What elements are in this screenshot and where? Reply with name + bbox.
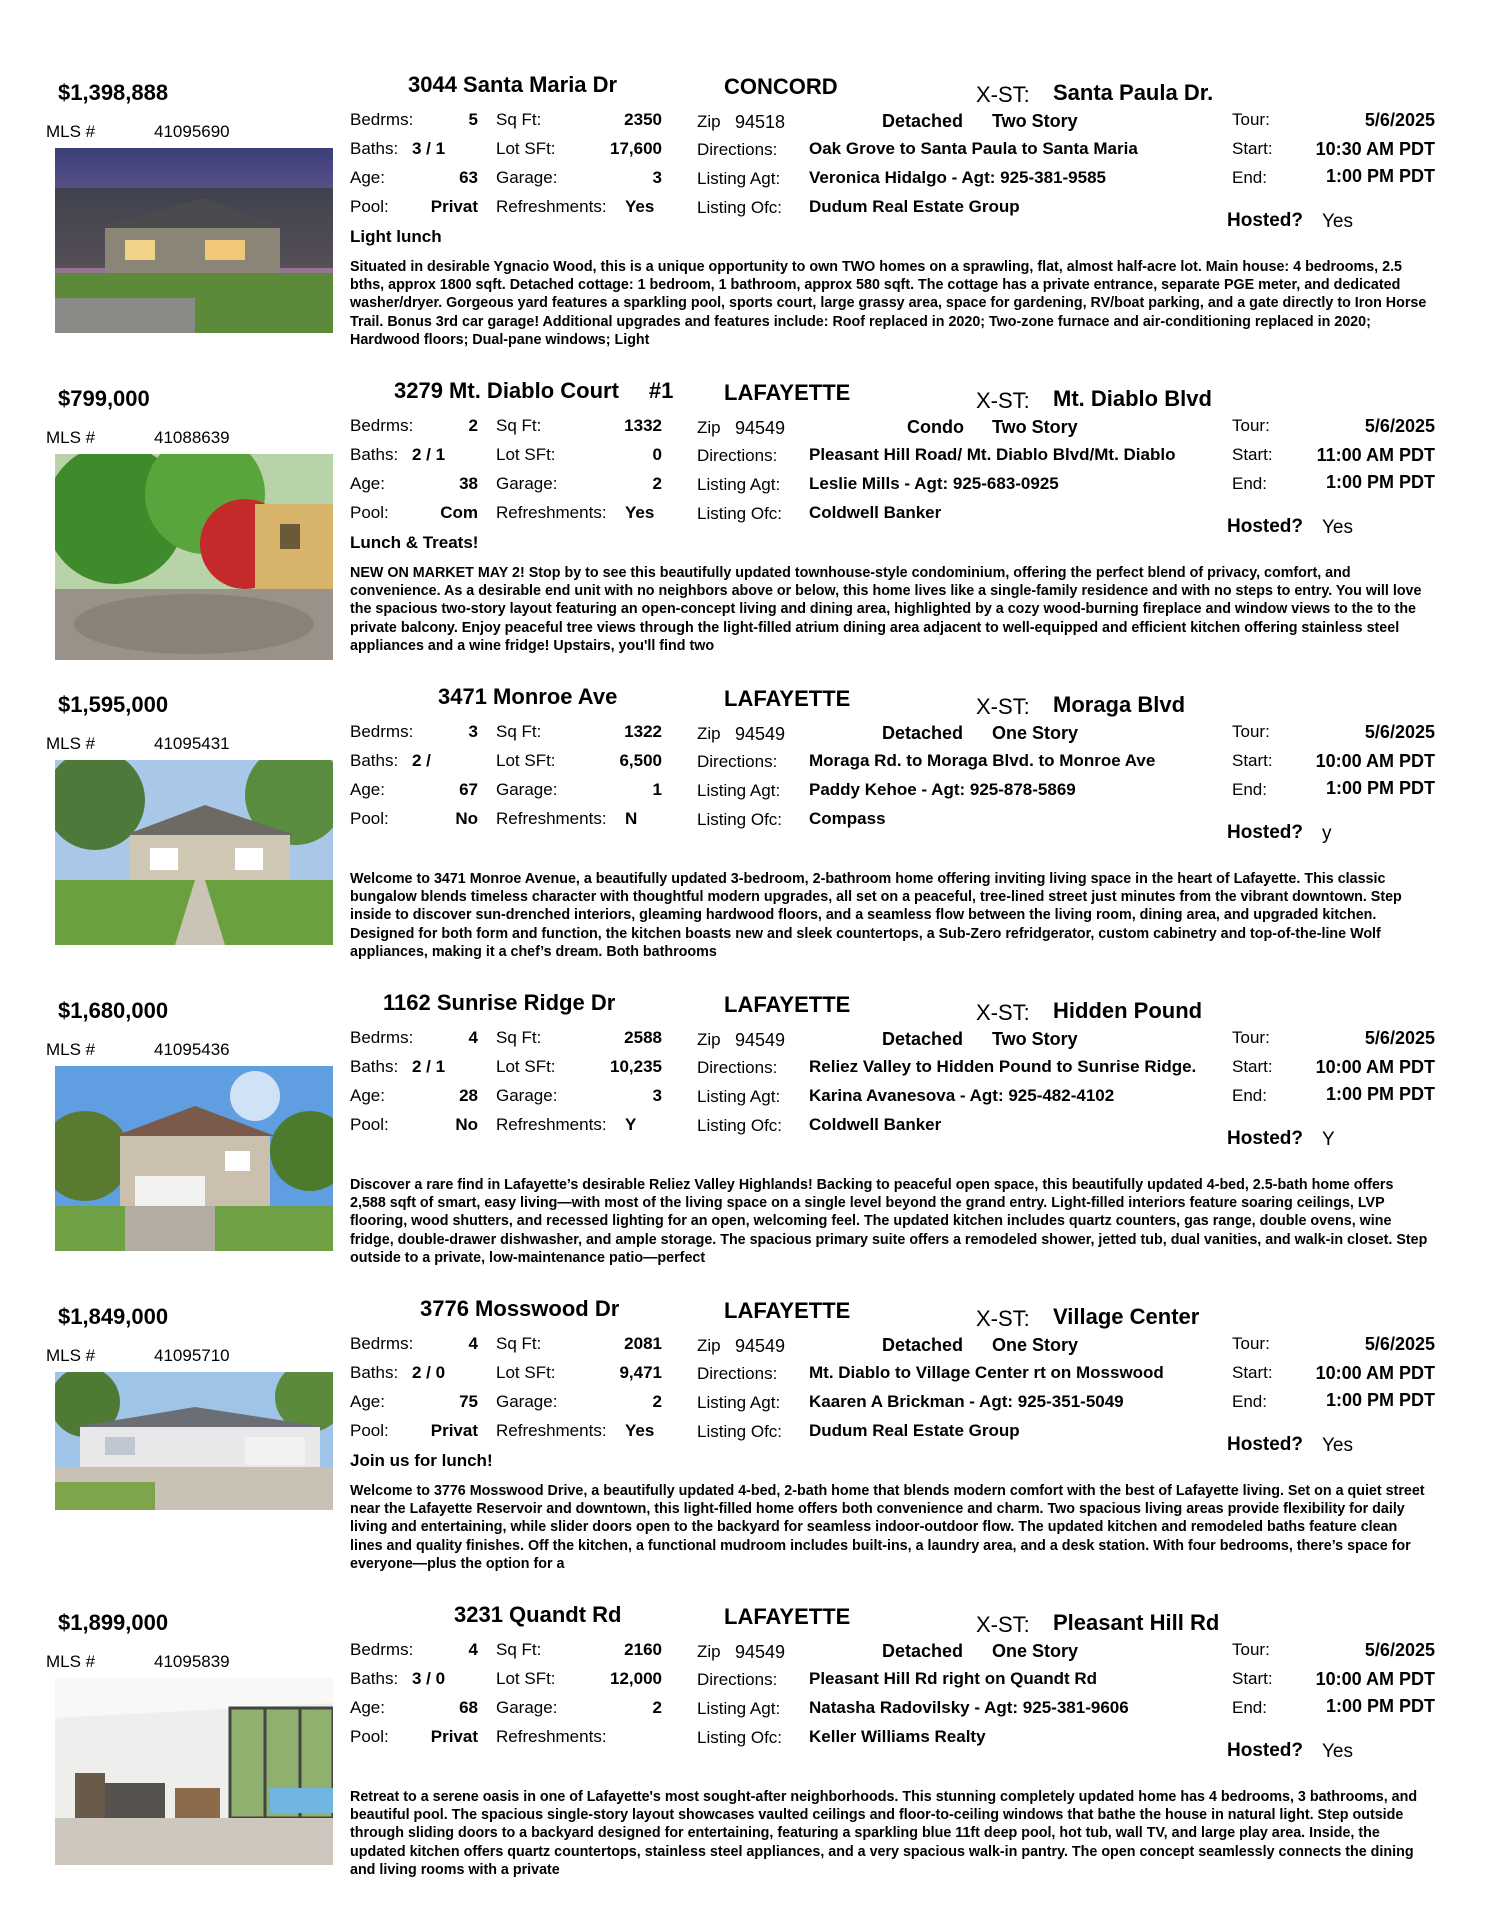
refreshments-label: Refreshments: (496, 1115, 607, 1134)
zip-value: 94549 (735, 418, 786, 438)
pool-value: Privat (430, 1421, 478, 1440)
listing-city: LAFAYETTE (724, 992, 851, 1017)
zip-label: Zip (697, 1336, 721, 1355)
stories: One Story (992, 1335, 1079, 1355)
lot-sqft-label: Lot SFt: (496, 445, 556, 464)
listing-city: LAFAYETTE (724, 1298, 851, 1323)
listing-address: 3471 Monroe Ave (438, 684, 618, 709)
sqft-label: Sq Ft: (496, 1334, 542, 1353)
listing-price: $1,398,888 (58, 80, 169, 105)
baths-value: 2 / 1 (412, 1057, 446, 1076)
refreshments-value: N (625, 809, 638, 828)
sqft-value: 2081 (624, 1334, 662, 1353)
listing-remarks: Retreat to a serene oasis in one of Lafayette's most sought-after neighborhoods. This stunning completely updated home has 4 bedrooms, 3 bathrooms, and beautiful pool. The spacious single-story layout showcases vaulted ceilings and floor-to-ceiling windows that bathe the house in natural light. Step outside through sliding doors to a backyard designed for entertaining, featuring a sparkling blue 11ft deep pool, hot tub, wall TV, and large play area. Inside, the updated kitchen offers quartz countertops, stainless steel appliances, and a very spacious walk-in pantry. The open concept seamlessly connects the dining and living rooms with a private (350, 1789, 1418, 1878)
lot-sqft-value: 0 (652, 445, 662, 464)
hosted-value: y (1322, 823, 1332, 844)
sqft-label: Sq Ft: (496, 416, 542, 435)
bedrooms-value: 2 (468, 416, 478, 435)
listing-agent-value: Kaaren A Brickman - Agt: 925-351-5049 (809, 1392, 1124, 1411)
listing-photo (55, 1066, 333, 1251)
listing-card (0, 968, 1487, 1273)
bedrooms-label: Bedrms: (350, 722, 414, 741)
refreshments-value: Y (625, 1115, 637, 1134)
cross-street-label: X-ST: (976, 1306, 1030, 1331)
zip-value: 94549 (735, 724, 786, 744)
hosted-label: Hosted? (1227, 1434, 1303, 1455)
garage-label: Garage: (496, 1392, 558, 1411)
cross-street-value: Mt. Diablo Blvd (1053, 386, 1212, 411)
directions-label: Directions: (697, 1058, 778, 1077)
cross-street-value: Moraga Blvd (1053, 692, 1186, 717)
baths-value: 3 / 1 (412, 139, 446, 158)
listing-remarks: Welcome to 3471 Monroe Avenue, a beautifully updated 3-bedroom, 2-bathroom home offering inviting living space in the heart of Lafayette. This classic bungalow blends timeless character with thoughtful modern upgrades, all set on a peaceful, tree-lined street just minutes from the vibrant downtown. Step inside to discover sun-drenched interiors, gleaming hardwood floors, and a seamless flow between the living room, dining area, and upgraded kitchen. Designed for both form and function, the kitchen boasts new and sleek countertops, a Sub-Zero refridgerator, custom cabinetry and top-of-the-line Wolf appliances, making it a chef’s dream. Both bathrooms (350, 871, 1402, 960)
baths-label: Baths: (350, 1669, 399, 1688)
cross-street-value: Santa Paula Dr. (1053, 80, 1214, 105)
open-house-note: Light lunch (350, 227, 442, 246)
end-time: 1:00 PM PDT (1325, 472, 1435, 492)
stories: Two Story (992, 417, 1078, 437)
refreshments-label: Refreshments: (496, 809, 607, 828)
bedrooms-value: 4 (468, 1640, 478, 1659)
hosted-value: Yes (1322, 1741, 1353, 1762)
listing-card (0, 1274, 1487, 1579)
refreshments-label: Refreshments: (496, 1727, 607, 1746)
cross-street-label: X-ST: (976, 1000, 1030, 1025)
mls-label: MLS # (46, 1346, 96, 1365)
property-type: Detached (882, 111, 964, 131)
mls-label: MLS # (46, 122, 96, 141)
listing-agent-value: Natasha Radovilsky - Agt: 925-381-9606 (809, 1698, 1129, 1717)
baths-label: Baths: (350, 1057, 399, 1076)
baths-value: 2 / 1 (412, 445, 446, 464)
hosted-label: Hosted? (1227, 516, 1303, 537)
property-type: Detached (882, 723, 964, 743)
property-type: Detached (882, 1335, 964, 1355)
pool-value: Privat (430, 1727, 478, 1746)
age-value: 28 (459, 1086, 478, 1105)
property-type: Detached (882, 1029, 964, 1049)
pool-value: Com (440, 503, 478, 522)
pool-value: Privat (430, 197, 478, 216)
listing-price: $799,000 (58, 386, 150, 411)
garage-value: 2 (652, 474, 662, 493)
listing-photo (55, 760, 333, 945)
baths-label: Baths: (350, 1363, 399, 1382)
listing-city: LAFAYETTE (724, 686, 851, 711)
bedrooms-value: 3 (468, 722, 478, 741)
tour-label: Tour: (1232, 1028, 1270, 1047)
tour-label: Tour: (1232, 722, 1270, 741)
listing-city: LAFAYETTE (724, 1604, 851, 1629)
stories: One Story (992, 723, 1079, 743)
start-time: 11:00 AM PDT (1316, 445, 1435, 465)
sqft-label: Sq Ft: (496, 110, 542, 129)
age-label: Age: (350, 1086, 385, 1105)
sqft-value: 1322 (624, 722, 662, 741)
listing-remarks: Welcome to 3776 Mosswood Drive, a beautifully updated 4-bed, 2-bath home that blends modern comfort with the best of Lafayette living. Set on a quiet street near the Lafayette Reservoir and downtown, this light-filled home offers both convenience and charm. Two spacious living areas provide flexibility for daily living and entertaining, while slider doors open to the backyard for seamless indoor-outdoor flow. The updated kitchen and remodeled baths feature clean lines and quality finishes. Off the kitchen, a functional mudroom includes built-ins, a laundry area, and a desk station. With four bedrooms, there’s space for everyone—plus the option for a (350, 1483, 1425, 1572)
mls-number: 41095710 (154, 1346, 230, 1365)
listing-remarks: Discover a rare find in Lafayette’s desirable Reliez Valley Highlands! Backing to peaceful open space, this beautifully updated 4-bed, 2.5-bath home offers 2,588 sqft of smart, easy living—with most of the living space on a single level beyond the grand entry. Light-filled interiors feature soaring ceilings, LVP flooring, wood shutters, and recessed lighting for an open, welcoming feel. The updated kitchen includes quartz counters, gas range, double ovens, wine fridge, double-drawer dishwasher, and ample storage. The spacious primary suite offers a remodeled shower, jetted tub, dual vanities, and walk-in closet. Step outside to a private, low-maintenance patio—perfect (350, 1177, 1428, 1266)
lot-sqft-label: Lot SFt: (496, 751, 556, 770)
lot-sqft-label: Lot SFt: (496, 139, 556, 158)
tour-date: 5/6/2025 (1364, 1640, 1435, 1660)
start-label: Start: (1232, 139, 1273, 158)
listing-agent-label: Listing Agt: (697, 1393, 781, 1412)
listing-agent-value: Veronica Hidalgo - Agt: 925-381-9585 (809, 168, 1106, 187)
cross-street-label: X-ST: (976, 82, 1030, 107)
bedrooms-label: Bedrms: (350, 110, 414, 129)
directions-value: Moraga Rd. to Moraga Blvd. to Monroe Ave (809, 751, 1156, 770)
start-label: Start: (1232, 1669, 1273, 1688)
pool-label: Pool: (350, 1727, 389, 1746)
end-time: 1:00 PM PDT (1325, 1696, 1435, 1716)
listing-office-label: Listing Ofc: (697, 198, 783, 217)
listing-address: 3044 Santa Maria Dr (408, 72, 618, 97)
tour-date: 5/6/2025 (1364, 110, 1435, 130)
hosted-value: Yes (1322, 517, 1353, 538)
start-time: 10:30 AM PDT (1315, 139, 1435, 159)
end-label: End: (1232, 780, 1267, 799)
mls-number: 41095431 (154, 734, 230, 753)
listing-address: 3231 Quandt Rd (454, 1602, 622, 1627)
mls-number: 41088639 (154, 428, 230, 447)
age-label: Age: (350, 474, 385, 493)
directions-label: Directions: (697, 1670, 778, 1689)
pool-value: No (455, 809, 478, 828)
bedrooms-value: 5 (468, 110, 478, 129)
refreshments-label: Refreshments: (496, 197, 607, 216)
cross-street-value: Village Center (1053, 1304, 1200, 1329)
zip-value: 94549 (735, 1336, 786, 1356)
mls-number: 41095690 (154, 122, 230, 141)
end-time: 1:00 PM PDT (1325, 1390, 1435, 1410)
mls-label: MLS # (46, 428, 96, 447)
end-label: End: (1232, 168, 1267, 187)
directions-value: Reliez Valley to Hidden Pound to Sunrise Ridge. (809, 1057, 1197, 1076)
refreshments-value: Yes (625, 1421, 655, 1440)
listing-office-value: Coldwell Banker (809, 503, 942, 522)
age-value: 38 (459, 474, 478, 493)
pool-label: Pool: (350, 197, 389, 216)
listing-city: CONCORD (724, 74, 838, 99)
garage-label: Garage: (496, 780, 558, 799)
zip-label: Zip (697, 418, 721, 437)
stories: Two Story (992, 111, 1078, 131)
start-label: Start: (1232, 1363, 1273, 1382)
property-type: Detached (882, 1641, 964, 1661)
directions-value: Pleasant Hill Rd right on Quandt Rd (809, 1669, 1098, 1688)
age-label: Age: (350, 168, 385, 187)
zip-value: 94549 (735, 1642, 786, 1662)
garage-label: Garage: (496, 1698, 558, 1717)
mls-label: MLS # (46, 734, 96, 753)
garage-value: 3 (652, 168, 662, 187)
listing-office-value: Coldwell Banker (809, 1115, 942, 1134)
listing-agent-label: Listing Agt: (697, 1087, 781, 1106)
listing-office-value: Compass (809, 809, 886, 828)
hosted-value: Y (1322, 1129, 1335, 1150)
pool-label: Pool: (350, 809, 389, 828)
listing-city: LAFAYETTE (724, 380, 851, 405)
tour-label: Tour: (1232, 1640, 1270, 1659)
listing-office-label: Listing Ofc: (697, 1728, 783, 1747)
end-label: End: (1232, 1698, 1267, 1717)
refreshments-value: Yes (625, 503, 655, 522)
bedrooms-label: Bedrms: (350, 1334, 414, 1353)
bedrooms-label: Bedrms: (350, 1028, 414, 1047)
lot-sqft-label: Lot SFt: (496, 1669, 556, 1688)
start-label: Start: (1232, 1057, 1273, 1076)
sqft-label: Sq Ft: (496, 1640, 542, 1659)
cross-street-value: Pleasant Hill Rd (1053, 1610, 1220, 1635)
lot-sqft-value: 17,600 (610, 139, 662, 158)
pool-label: Pool: (350, 1421, 389, 1440)
listing-agent-label: Listing Agt: (697, 475, 781, 494)
baths-value: 2 / 0 (412, 1363, 446, 1382)
bedrooms-label: Bedrms: (350, 1640, 414, 1659)
hosted-value: Yes (1322, 211, 1353, 232)
age-label: Age: (350, 780, 385, 799)
listing-agent-value: Karina Avanesova - Agt: 925-482-4102 (809, 1086, 1115, 1105)
age-value: 67 (459, 780, 478, 799)
listing-office-label: Listing Ofc: (697, 1116, 783, 1135)
directions-value: Mt. Diablo to Village Center rt on Mosswood (809, 1363, 1164, 1382)
zip-label: Zip (697, 1642, 721, 1661)
directions-value: Pleasant Hill Road/ Mt. Diablo Blvd/Mt. Diablo (809, 445, 1176, 464)
start-time: 10:00 AM PDT (1315, 751, 1435, 771)
listing-price: $1,899,000 (58, 1610, 169, 1635)
garage-label: Garage: (496, 168, 558, 187)
start-time: 10:00 AM PDT (1315, 1669, 1435, 1689)
garage-label: Garage: (496, 1086, 558, 1105)
listing-price: $1,680,000 (58, 998, 169, 1023)
directions-label: Directions: (697, 752, 778, 771)
listing-card (0, 662, 1487, 967)
listing-agent-value: Leslie Mills - Agt: 925-683-0925 (809, 474, 1059, 493)
listing-photo (55, 1678, 333, 1865)
bedrooms-value: 4 (468, 1028, 478, 1047)
bedrooms-label: Bedrms: (350, 416, 414, 435)
listing-office-value: Dudum Real Estate Group (809, 1421, 1020, 1440)
listing-address: 3776 Mosswood Dr (420, 1296, 620, 1321)
listing-office-value: Dudum Real Estate Group (809, 197, 1020, 216)
baths-label: Baths: (350, 751, 399, 770)
bedrooms-value: 4 (468, 1334, 478, 1353)
zip-label: Zip (697, 724, 721, 743)
zip-value: 94518 (735, 112, 786, 132)
listing-card (0, 1580, 1487, 1885)
lot-sqft-value: 6,500 (619, 751, 662, 770)
hosted-value: Yes (1322, 1435, 1353, 1456)
listing-office-label: Listing Ofc: (697, 1422, 783, 1441)
open-house-note: Lunch & Treats! (350, 533, 479, 552)
lot-sqft-value: 9,471 (619, 1363, 662, 1382)
hosted-label: Hosted? (1227, 822, 1303, 843)
lot-sqft-value: 10,235 (610, 1057, 662, 1076)
tour-label: Tour: (1232, 110, 1270, 129)
stories: Two Story (992, 1029, 1078, 1049)
mls-label: MLS # (46, 1040, 96, 1059)
unit-number: #1 (648, 378, 674, 403)
zip-label: Zip (697, 112, 721, 131)
mls-label: MLS # (46, 1652, 96, 1671)
baths-value: 3 / 0 (412, 1669, 446, 1688)
tour-label: Tour: (1232, 1334, 1270, 1353)
directions-value: Oak Grove to Santa Paula to Santa Maria (809, 139, 1138, 158)
directions-label: Directions: (697, 1364, 778, 1383)
garage-value: 1 (652, 780, 662, 799)
baths-label: Baths: (350, 445, 399, 464)
age-label: Age: (350, 1392, 385, 1411)
end-time: 1:00 PM PDT (1325, 778, 1435, 798)
listing-photo (55, 454, 333, 660)
listing-price: $1,595,000 (58, 692, 169, 717)
lot-sqft-label: Lot SFt: (496, 1057, 556, 1076)
listing-agent-value: Paddy Kehoe - Agt: 925-878-5869 (809, 780, 1076, 799)
sqft-value: 2350 (624, 110, 662, 129)
listing-remarks: NEW ON MARKET MAY 2! Stop by to see this beautifully updated townhouse-style condominium, offering the perfect blend of privacy, comfort, and convenience. As a desirable end unit with no neighbors above or below, this home lives like a single-family residence and with no steps to entry. You will love the spacious two-story layout featuring an open-concept living and dining area, highlighted by a cozy wood-burning fireplace and window views to the to the private balcony. Enjoy peaceful tree views through the light-filled atrium dining area adjacent to well-equipped and efficient kitchen offering stainless steel appliances and a wine fridge! Upstairs, you'll find two (350, 565, 1422, 654)
end-time: 1:00 PM PDT (1325, 1084, 1435, 1104)
age-value: 75 (459, 1392, 478, 1411)
start-time: 10:00 AM PDT (1315, 1057, 1435, 1077)
cross-street-label: X-ST: (976, 388, 1030, 413)
tour-date: 5/6/2025 (1364, 722, 1435, 742)
start-label: Start: (1232, 751, 1273, 770)
age-value: 63 (459, 168, 478, 187)
listing-agent-label: Listing Agt: (697, 781, 781, 800)
cross-street-value: Hidden Pound (1053, 998, 1203, 1023)
refreshments-label: Refreshments: (496, 503, 607, 522)
age-label: Age: (350, 1698, 385, 1717)
mls-number: 41095839 (154, 1652, 230, 1671)
baths-value: 2 / (412, 751, 431, 770)
sqft-label: Sq Ft: (496, 1028, 542, 1047)
end-label: End: (1232, 474, 1267, 493)
baths-label: Baths: (350, 139, 399, 158)
end-label: End: (1232, 1392, 1267, 1411)
hosted-label: Hosted? (1227, 210, 1303, 231)
listing-card (0, 50, 1487, 355)
zip-value: 94549 (735, 1030, 786, 1050)
pool-value: No (455, 1115, 478, 1134)
mls-number: 41095436 (154, 1040, 230, 1059)
listing-address: 3279 Mt. Diablo Court #1 (394, 378, 674, 403)
listing-price: $1,849,000 (58, 1304, 169, 1329)
age-value: 68 (459, 1698, 478, 1717)
cross-street-label: X-ST: (976, 694, 1030, 719)
garage-label: Garage: (496, 474, 558, 493)
property-type: Condo (907, 417, 964, 437)
listing-office-label: Listing Ofc: (697, 504, 783, 523)
hosted-label: Hosted? (1227, 1740, 1303, 1761)
end-time: 1:00 PM PDT (1325, 166, 1435, 186)
pool-label: Pool: (350, 503, 389, 522)
listing-agent-label: Listing Agt: (697, 169, 781, 188)
garage-value: 2 (652, 1698, 662, 1717)
sqft-value: 2160 (624, 1640, 662, 1659)
sqft-value: 1332 (624, 416, 662, 435)
listing-remarks: Situated in desirable Ygnacio Wood, this is a unique opportunity to own TWO homes on a sprawling, flat, almost half-acre lot. Main house: 4 bedrooms, 2.5 bths, approx 1800 sqft. Detached cottage: 1 bedroom, 1 bathroom, approx 580 sqft. The cottage has a private entrance, separate PGE meter, and dedicated washer/dryer. Gorgeous yard features a sparkling pool, sports court, large grassy area, space for gardening, RV/boat parking, and a gate directly to Iron Horse Trail. Bonus 3rd car garage! Additional upgrades and features include: Roof replaced in 2020; Two-zone furnace and air-conditioning replaced in 2020; Hardwood floors; Dual-pane windows; Light (350, 259, 1427, 348)
listing-photo (55, 148, 333, 333)
pool-label: Pool: (350, 1115, 389, 1134)
sqft-label: Sq Ft: (496, 722, 542, 741)
hosted-label: Hosted? (1227, 1128, 1303, 1149)
listing-agent-label: Listing Agt: (697, 1699, 781, 1718)
start-label: Start: (1232, 445, 1273, 464)
lot-sqft-value: 12,000 (610, 1669, 662, 1688)
end-label: End: (1232, 1086, 1267, 1105)
zip-label: Zip (697, 1030, 721, 1049)
listing-card (0, 356, 1487, 661)
stories: One Story (992, 1641, 1079, 1661)
listing-office-label: Listing Ofc: (697, 810, 783, 829)
listing-office-value: Keller Williams Realty (809, 1727, 986, 1746)
listing-address: 1162 Sunrise Ridge Dr (383, 990, 616, 1015)
refreshments-value: Yes (625, 197, 655, 216)
start-time: 10:00 AM PDT (1315, 1363, 1435, 1383)
garage-value: 3 (652, 1086, 662, 1105)
directions-label: Directions: (697, 446, 778, 465)
garage-value: 2 (652, 1392, 662, 1411)
directions-label: Directions: (697, 140, 778, 159)
cross-street-label: X-ST: (976, 1612, 1030, 1637)
tour-date: 5/6/2025 (1364, 416, 1435, 436)
listing-photo (55, 1372, 333, 1510)
sqft-value: 2588 (624, 1028, 662, 1047)
refreshments-label: Refreshments: (496, 1421, 607, 1440)
tour-date: 5/6/2025 (1364, 1028, 1435, 1048)
lot-sqft-label: Lot SFt: (496, 1363, 556, 1382)
open-house-note: Join us for lunch! (350, 1451, 493, 1470)
tour-label: Tour: (1232, 416, 1270, 435)
tour-date: 5/6/2025 (1364, 1334, 1435, 1354)
